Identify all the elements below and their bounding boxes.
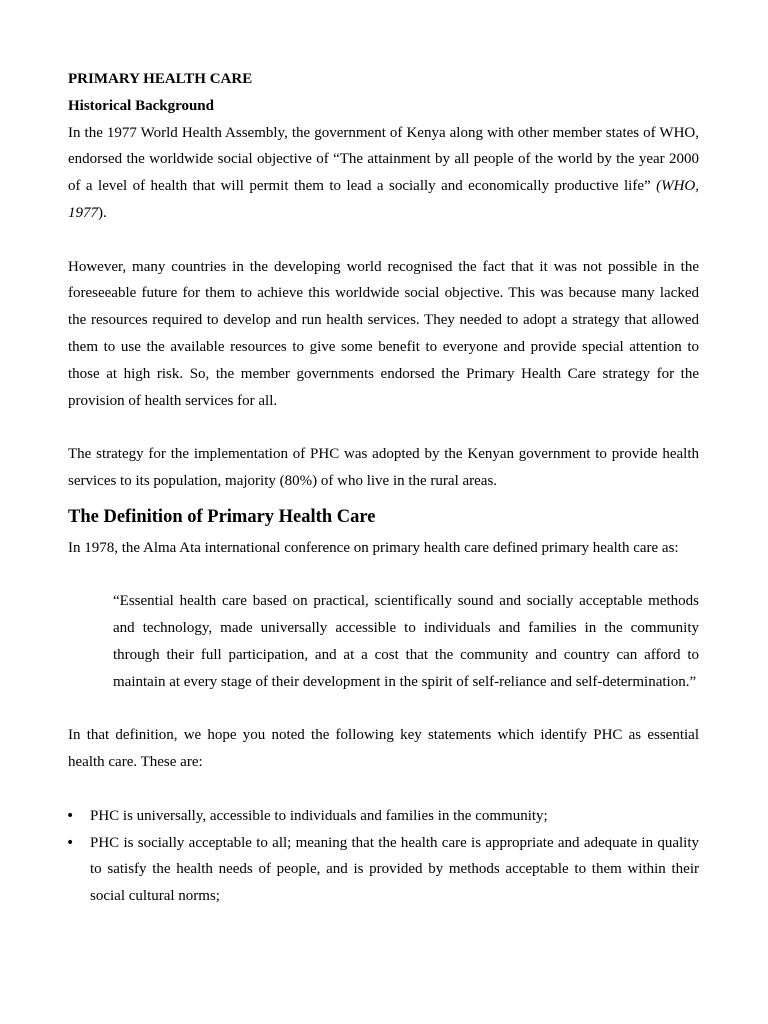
paragraph-history — [68, 120, 699, 227]
spacer — [68, 776, 699, 803]
spacer — [68, 696, 699, 723]
document-title: PRIMARY HEALTH CARE — [68, 71, 253, 87]
list-item — [68, 803, 699, 830]
citation-close: ). — [98, 204, 107, 221]
paragraph-developing-world: However, many countries in the developing world recognised the fact that it was not possible in the foreseeable future for them to achieve this worldwide social objective. This was because many lacked the resources required to develop and run health services. They needed to adopt a strategy that allowed them to use the available resources to give some benefit to everyone and provide special attention to those at high risk. So, the member governments endorsed the Primary Health Care strategy for the provision of health services for all. — [68, 258, 699, 409]
list-item-text: PHC is socially acceptable to all; meaning that the health care is appropriate and adequate in quality to satisfy the health needs of people, and is provided by methods acceptable to them within their social cultural norms; — [90, 834, 699, 905]
bullet-icon: • — [66, 834, 75, 851]
spacer — [68, 414, 699, 441]
paragraph-strategy: The strategy for the implementation of PHC was adopted by the Kenyan government to provide health services to its population, majority (80%) of who live in the rural areas. — [68, 446, 699, 489]
document-page — [68, 66, 699, 910]
section-subtitle: Historical Background — [68, 97, 214, 114]
paragraph-alma-ata: In 1978, the Alma Ata international conference on primary health care defined primary health care as: — [68, 539, 679, 556]
definition-quote: “Essential health care based on practical, scientifically sound and socially acceptable methods and technology, made universally accessible to individuals and families in the community through their full participation, and at a cost that the community and country can afford to maintain at every stage of their development in the spirit of self-reliance and self-determination.” — [113, 593, 699, 690]
bullet-icon: • — [66, 807, 75, 824]
citation: (WHO, 1977 — [68, 178, 699, 221]
list-item — [68, 830, 699, 910]
key-statements-list — [68, 803, 699, 910]
spacer — [68, 562, 699, 589]
paragraph-key-statements: In that definition, we hope you noted the following key statements which identify PHC as essential health care. These are: — [68, 727, 699, 771]
section-heading-definition: The Definition of Primary Health Care — [68, 506, 376, 527]
paragraph-history-text: In the 1977 World Health Assembly, the government of Kenya along with other member states of WHO, endorsed the worldwide social objective of “The attainment by all people of the world by the year 2000 of a level of health that will permit them to lead a socially and economically productive life” — [68, 124, 699, 195]
list-item-text: PHC is universally, accessible to individuals and families in the community; — [90, 807, 548, 824]
spacer — [68, 227, 699, 254]
